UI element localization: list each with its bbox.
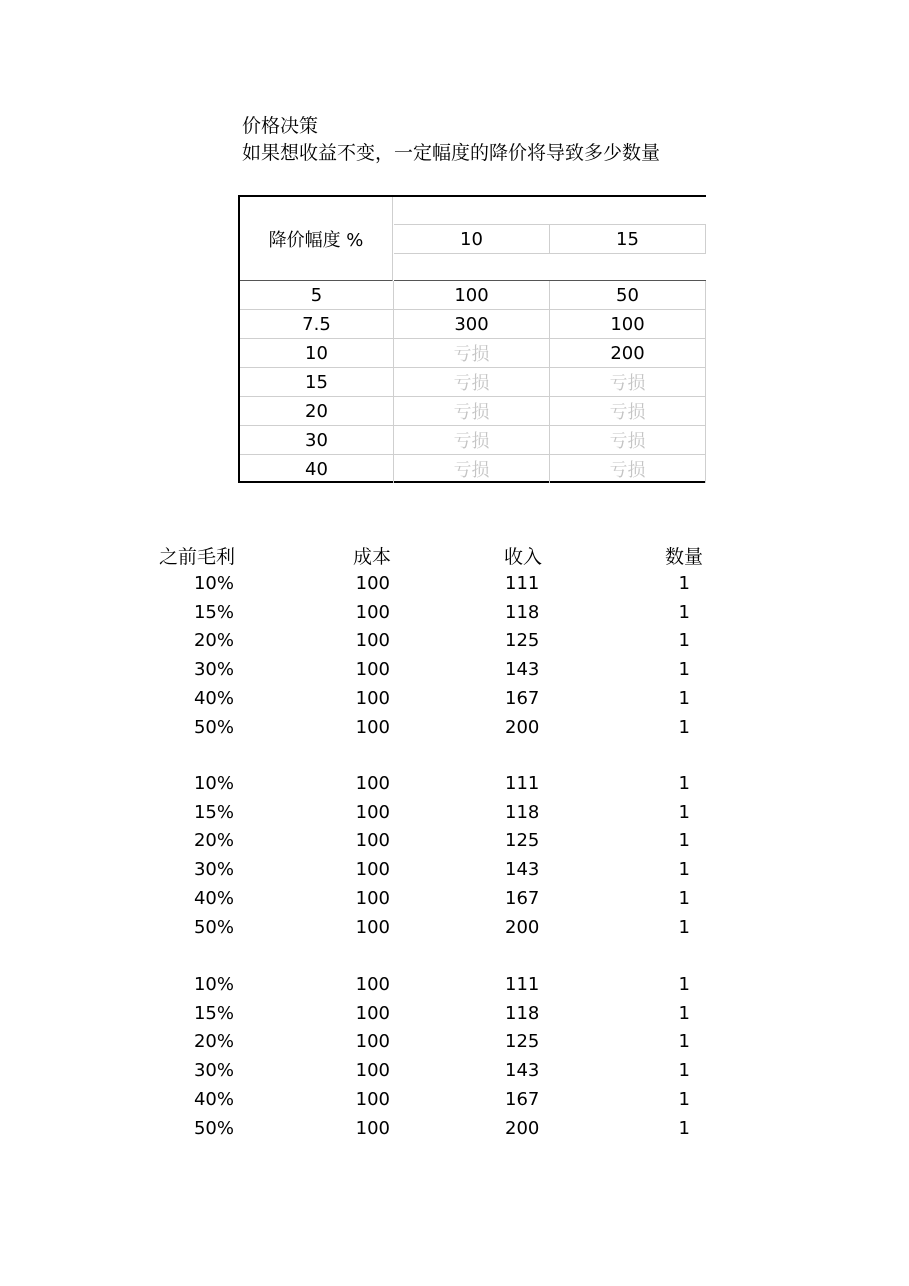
revenue-cell: 200 xyxy=(505,716,540,738)
loss-cell: 亏损 xyxy=(550,397,706,425)
column-header-margin: 10 xyxy=(394,225,550,253)
prior-margin-cell: 15% xyxy=(193,601,234,623)
table-row xyxy=(240,397,706,426)
quantity-cell: 1 xyxy=(678,859,690,881)
cost-cell: 100 xyxy=(355,659,390,681)
quantity-cell: 1 xyxy=(678,1060,690,1082)
quantity-cell: 1 xyxy=(678,773,690,794)
prior-margin-cell: 50% xyxy=(193,916,234,938)
quantity-cell: 300 xyxy=(394,310,550,338)
quantity-cell: 50 xyxy=(550,281,706,309)
table-row xyxy=(0,827,909,855)
revenue-cell: 167 xyxy=(505,1088,540,1110)
revenue-cell: 143 xyxy=(505,859,540,881)
table-row xyxy=(0,799,909,827)
loss-cell: 亏损 xyxy=(550,426,706,454)
page-title: 价格决策 xyxy=(242,115,319,137)
revenue-cell: 200 xyxy=(505,916,540,938)
column-header-revenue: 收入 xyxy=(504,546,543,568)
revenue-cell: 118 xyxy=(505,1002,540,1024)
revenue-cell: 143 xyxy=(505,1060,540,1082)
cost-cell: 100 xyxy=(355,716,390,738)
revenue-cell: 167 xyxy=(505,887,540,909)
revenue-cell: 118 xyxy=(505,601,540,623)
revenue-cell: 125 xyxy=(505,630,540,652)
price-decision-table xyxy=(238,195,706,483)
prior-margin-cell: 30% xyxy=(193,659,234,681)
quantity-cell: 1 xyxy=(678,601,690,623)
table-row xyxy=(0,1000,909,1028)
loss-cell: 亏损 xyxy=(394,368,550,396)
table-row xyxy=(240,339,706,368)
table-row xyxy=(0,914,909,942)
column-header-prior-margin: 之前毛利 xyxy=(158,546,235,568)
prior-margin-cell: 40% xyxy=(193,887,234,909)
discount-cell: 30 xyxy=(240,426,394,454)
cost-cell: 100 xyxy=(355,1002,390,1024)
loss-cell: 亏损 xyxy=(550,455,706,483)
quantity-cell: 1 xyxy=(678,916,690,938)
revenue-cell: 143 xyxy=(505,659,540,681)
header-bottom-band xyxy=(394,253,706,281)
cost-cell: 100 xyxy=(355,801,390,823)
quantity-cell: 1 xyxy=(678,887,690,909)
discount-header-label: 降价幅度 % xyxy=(240,197,393,281)
page-subtitle: 如果想收益不变，一定幅度的降价将导致多少数量 xyxy=(242,142,661,164)
revenue-cell: 118 xyxy=(505,801,540,823)
quantity-cell: 1 xyxy=(678,1002,690,1024)
cost-cell: 100 xyxy=(355,974,390,995)
revenue-cell: 111 xyxy=(505,974,540,995)
table-row xyxy=(0,971,909,999)
table-row xyxy=(0,856,909,884)
prior-margin-cell: 50% xyxy=(193,1117,234,1139)
quantity-cell: 1 xyxy=(678,687,690,709)
table-row xyxy=(0,714,909,742)
revenue-cell: 125 xyxy=(505,830,540,852)
cost-cell: 100 xyxy=(355,1117,390,1139)
cost-cell: 100 xyxy=(355,1031,390,1053)
cost-cell: 100 xyxy=(355,830,390,852)
table-row xyxy=(240,455,706,483)
revenue-cell: 167 xyxy=(505,687,540,709)
cost-cell: 100 xyxy=(355,687,390,709)
revenue-cell: 111 xyxy=(505,573,540,594)
discount-cell: 10 xyxy=(240,339,394,367)
prior-margin-cell: 20% xyxy=(193,1031,234,1053)
discount-cell: 40 xyxy=(240,455,394,483)
quantity-cell: 1 xyxy=(678,573,690,594)
revenue-cell: 125 xyxy=(505,1031,540,1053)
table-row xyxy=(0,599,909,627)
table-row xyxy=(0,656,909,684)
prior-margin-cell: 40% xyxy=(193,1088,234,1110)
cost-cell: 100 xyxy=(355,887,390,909)
loss-cell: 亏损 xyxy=(550,368,706,396)
cost-cell: 100 xyxy=(355,1088,390,1110)
quantity-cell: 200 xyxy=(550,339,706,367)
prior-margin-cell: 30% xyxy=(193,1060,234,1082)
table-row xyxy=(0,685,909,713)
table-row xyxy=(240,281,706,310)
prior-margin-cell: 10% xyxy=(193,573,234,594)
table-row xyxy=(0,1028,909,1056)
revenue-cell: 200 xyxy=(505,1117,540,1139)
quantity-cell: 1 xyxy=(678,1088,690,1110)
cost-cell: 100 xyxy=(355,773,390,794)
cost-cell: 100 xyxy=(355,601,390,623)
loss-cell: 亏损 xyxy=(394,426,550,454)
loss-cell: 亏损 xyxy=(394,455,550,483)
prior-margin-cell: 20% xyxy=(193,830,234,852)
discount-cell: 15 xyxy=(240,368,394,396)
table-row xyxy=(0,627,909,655)
column-header-cost: 成本 xyxy=(352,546,391,568)
cost-cell: 100 xyxy=(355,859,390,881)
prior-margin-cell: 10% xyxy=(193,773,234,794)
table-row xyxy=(0,1057,909,1085)
table-row xyxy=(0,1086,909,1114)
quantity-cell: 100 xyxy=(550,310,706,338)
prior-margin-cell: 10% xyxy=(193,974,234,995)
prior-margin-cell: 30% xyxy=(193,859,234,881)
loss-cell: 亏损 xyxy=(394,397,550,425)
column-header-quantity: 数量 xyxy=(664,546,703,568)
prior-margin-cell: 20% xyxy=(193,630,234,652)
table-row xyxy=(0,885,909,913)
cost-cell: 100 xyxy=(355,1060,390,1082)
discount-cell: 20 xyxy=(240,397,394,425)
table-row xyxy=(240,368,706,397)
quantity-cell: 1 xyxy=(678,801,690,823)
table-row xyxy=(240,310,706,339)
quantity-cell: 1 xyxy=(678,1117,690,1139)
quantity-cell: 100 xyxy=(394,281,550,309)
table-row xyxy=(0,770,909,798)
cost-cell: 100 xyxy=(355,573,390,594)
column-header-margin: 15 xyxy=(550,225,706,253)
prior-margin-cell: 50% xyxy=(193,716,234,738)
quantity-cell: 1 xyxy=(678,974,690,995)
discount-cell: 5 xyxy=(240,281,394,309)
discount-cell: 7.5 xyxy=(240,310,394,338)
cost-cell: 100 xyxy=(355,916,390,938)
prior-margin-cell: 15% xyxy=(193,801,234,823)
loss-cell: 亏损 xyxy=(394,339,550,367)
header-top-band xyxy=(394,197,706,225)
quantity-cell: 1 xyxy=(678,716,690,738)
revenue-cell: 111 xyxy=(505,773,540,794)
prior-margin-cell: 15% xyxy=(193,1002,234,1024)
table-row xyxy=(0,570,909,598)
quantity-cell: 1 xyxy=(678,659,690,681)
table-row xyxy=(0,1115,909,1143)
table-row xyxy=(240,426,706,455)
quantity-cell: 1 xyxy=(678,1031,690,1053)
quantity-cell: 1 xyxy=(678,630,690,652)
cost-cell: 100 xyxy=(355,630,390,652)
prior-margin-cell: 40% xyxy=(193,687,234,709)
quantity-cell: 1 xyxy=(678,830,690,852)
